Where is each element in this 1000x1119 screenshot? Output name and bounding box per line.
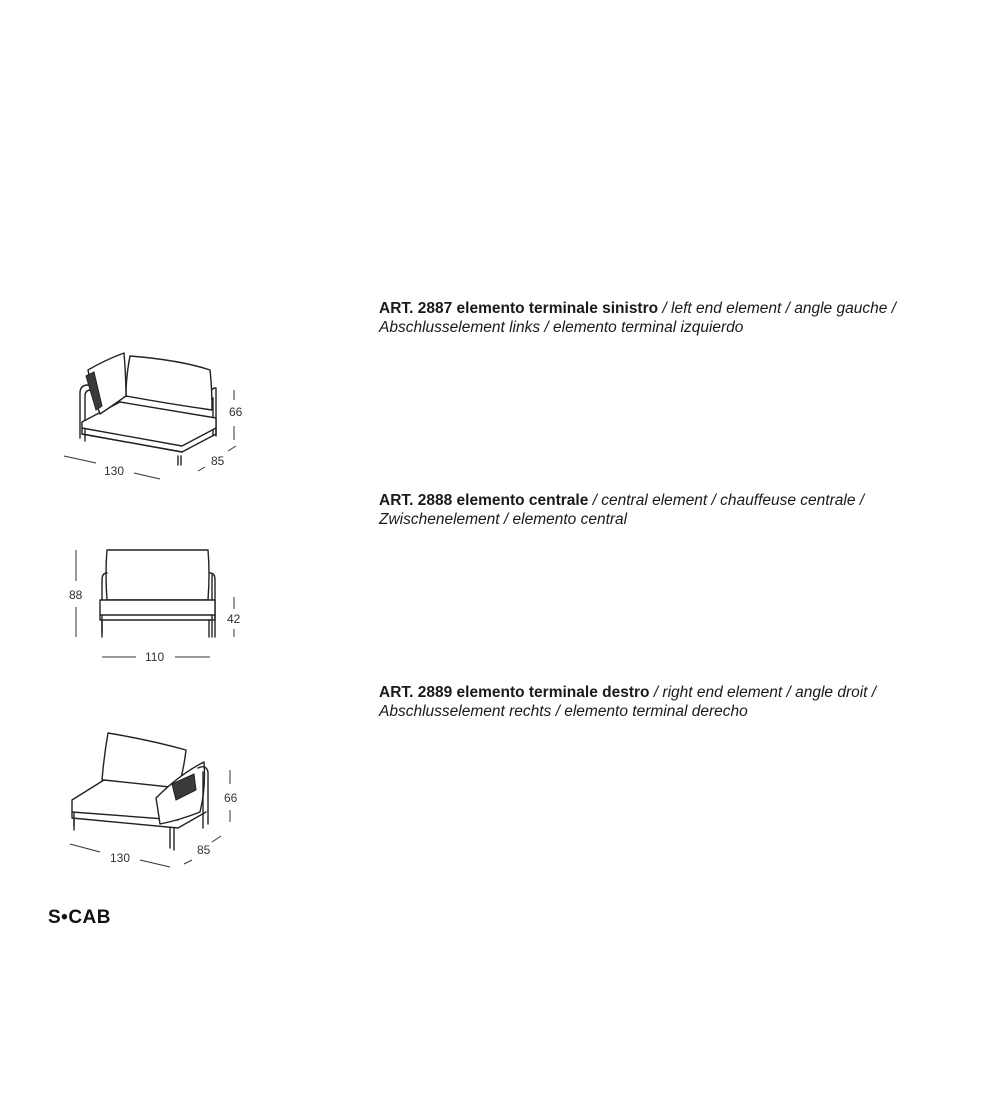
dim-height-label: 88	[69, 588, 83, 602]
translations-line-1: / left end element / angle gauche /	[658, 300, 896, 317]
dim-seat-height-label: 42	[227, 612, 241, 626]
item-description-2887	[379, 299, 979, 337]
article-title: ART. 2887 elemento terminale sinistro	[379, 300, 659, 317]
drawing-right-end-element	[60, 728, 260, 870]
article-title: ART. 2889 elemento terminale destro	[379, 684, 650, 701]
dim-depth-label: 85	[211, 454, 225, 468]
dim-height-label: 66	[229, 405, 243, 419]
translations-line-1: / central element / chauffeuse centrale /	[588, 492, 865, 509]
translations-line-2: Zwischenelement / elemento central	[379, 511, 628, 528]
brand-logo: S•CAB	[48, 907, 111, 928]
dim-depth-label: 85	[197, 843, 211, 857]
drawing-central-element	[60, 545, 260, 670]
dim-width-label: 110	[145, 650, 165, 664]
dim-height-label: 66	[224, 791, 238, 805]
dim-width-label: 130	[110, 851, 131, 865]
translations-line-2: Abschlusselement rechts / elemento terminal derecho	[379, 703, 748, 720]
article-title: ART. 2888 elemento centrale	[379, 492, 589, 509]
item-description-2888	[379, 491, 979, 529]
translations-line-1: / right end element / angle droit /	[649, 684, 877, 701]
drawing-left-end-element	[60, 348, 260, 483]
translations-line-2: Abschlusselement links / elemento terminal izquierdo	[379, 319, 744, 336]
dim-width-label: 130	[104, 464, 125, 478]
item-description-2889	[379, 683, 979, 721]
